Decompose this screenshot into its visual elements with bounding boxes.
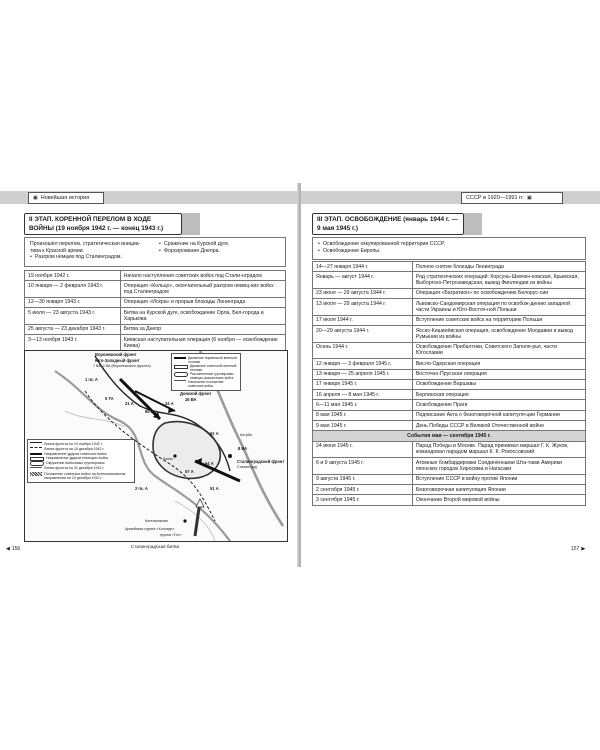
running-head-text: Новейшая история xyxy=(40,195,90,201)
event-description: Висло-Одерская операция xyxy=(412,359,585,369)
map-label: 1 гв. А xyxy=(85,377,98,382)
event-description: Полное снятие блокады Ленинграда xyxy=(412,262,585,272)
chronology-table xyxy=(24,270,286,352)
table-row xyxy=(25,297,286,307)
event-description: Начало наступления советских войск под Стали-нградом xyxy=(120,271,285,281)
legend-text: Линия фронта на 18 декабря 1942 г. xyxy=(44,446,105,451)
legend-swatch xyxy=(30,453,42,455)
event-date: 3 сентября 1945 г. xyxy=(313,495,413,505)
event-description: Подписание Акта о безоговорочной капитуля-ции Германии xyxy=(412,410,585,420)
event-description: Атомные бомбардировки Соединёнными Шта-тами Америки японских городов Хиросима и Нагасаки xyxy=(412,458,585,475)
event-date: Осень 1944 г. xyxy=(313,342,413,359)
page-number-text: 157 xyxy=(571,546,580,552)
table-row xyxy=(313,272,586,289)
chronology-table xyxy=(312,261,586,506)
event-description: Ясско-Кишинёвская операция, освобождение Молдавии и вывод Румынии из войны xyxy=(412,326,585,343)
table-row xyxy=(313,342,586,359)
event-date: 24 июня 1945 г. xyxy=(313,441,413,458)
summary-bullet: • Разгром немцев под Сталинградом. xyxy=(30,254,151,261)
table-row xyxy=(25,281,286,298)
event-date: 16 апреля — 8 мая 1945 г. xyxy=(313,390,413,400)
summary-bullet: • Форсирование Днепра. xyxy=(159,248,280,255)
map-label: 62 А xyxy=(210,431,219,436)
legend-swatch xyxy=(174,372,188,377)
event-date: 14—27 января 1944 г. xyxy=(313,262,413,272)
left-page xyxy=(0,183,299,567)
stage-tab xyxy=(464,213,482,235)
legend-text: Расчлененные группировки немецко-фашистских войск xyxy=(190,371,234,380)
table-row xyxy=(313,441,586,458)
legend-text: Направление ударов немецких войск xyxy=(46,456,109,461)
map-label: Донской фронт xyxy=(180,391,212,396)
table-row xyxy=(313,326,586,343)
table-row xyxy=(313,458,586,475)
table-row xyxy=(313,400,586,410)
event-date: Январь — август 1944 г. xyxy=(313,272,413,289)
table-row xyxy=(313,410,586,420)
map-label: 2 гв. А xyxy=(135,486,148,491)
page-number xyxy=(571,546,585,552)
event-description: Львовско-Сандомирская операция по освобож-дению западной части Украины и Юго-Восточ-ной Польши xyxy=(412,299,585,316)
event-description: Восточно-Прусская операция xyxy=(412,369,585,379)
map-caption: Сталинградская битва xyxy=(130,544,180,549)
map-label: 65 А xyxy=(145,409,154,414)
legend-swatch xyxy=(30,472,42,476)
event-date: 6—11 мая 1945 г. xyxy=(313,400,413,410)
legend-swatch xyxy=(174,365,188,369)
stage-tab xyxy=(182,213,200,235)
event-description: Битва за Днепр xyxy=(120,324,285,334)
event-date: 23 июня — 29 августа 1944 г. xyxy=(313,288,413,298)
stage-title: II ЭТАП. КОРЕННОЙ ПЕРЕЛОМ В ХОДЕ ВОЙНЫ (19 ноября 1942 г. — конец 1943 г.) xyxy=(24,213,182,235)
table-row xyxy=(313,495,586,505)
event-description: Вступление СССР в войну против Японии xyxy=(412,474,585,484)
event-description: День Победы СССР в Великой Отечественной войне xyxy=(412,421,585,431)
event-date: 19 ноября 1942 г. xyxy=(25,271,121,281)
map-label: Сталинградский фронт xyxy=(237,459,285,464)
city-marker-kotelnikovo xyxy=(183,519,186,522)
event-date: 10 января — 2 февраля 1943 г. xyxy=(25,281,121,298)
map-label: 57 А xyxy=(185,469,194,474)
map-label: Калач xyxy=(163,457,173,461)
legend-item xyxy=(30,472,132,481)
map-label: группа «Гот» xyxy=(160,533,182,537)
table-row xyxy=(25,271,286,281)
top-bar xyxy=(0,191,299,204)
table-row xyxy=(313,369,586,379)
map-label: Котельниково xyxy=(145,519,168,523)
event-description: Освобождение Варшавы xyxy=(412,379,585,389)
event-description: Освобождение Прибалтики, Советского Заполя-рья, части Югославии xyxy=(412,342,585,359)
legend-swatch xyxy=(174,380,186,385)
map-legend xyxy=(27,439,135,483)
triangle-right-icon: ▶ xyxy=(581,546,586,552)
legend-text: Движение германской военной техники xyxy=(188,355,237,364)
legend-text: Движение советской военной техники xyxy=(190,363,237,372)
table-row xyxy=(313,315,586,325)
bookmark-icon: ▣ xyxy=(33,195,38,201)
map-label: 64 А xyxy=(205,461,214,466)
table-row xyxy=(313,299,586,316)
event-date: 17 января 1945 г. xyxy=(313,379,413,389)
event-date: 13 июля — 29 августа 1944 г. xyxy=(313,299,413,316)
table-row xyxy=(25,335,286,352)
event-description: Берлинская операция xyxy=(412,390,585,400)
table-row xyxy=(313,485,586,495)
page-number xyxy=(6,546,20,552)
map-label: 5 ТА xyxy=(105,396,114,401)
legend-swatch xyxy=(30,447,42,452)
stage-summary xyxy=(24,237,286,267)
summary-text: Произошёл перелом, стратегическая инициа-тива к Красной армии. xyxy=(30,241,141,254)
event-date: 12—30 января 1943 г. xyxy=(25,297,121,307)
event-description: Освобождение Праги xyxy=(412,400,585,410)
legend-text: Положение советских войск на Котельниковском направлении на 24 декабря 1942 г. xyxy=(44,471,126,481)
event-date: 5 июля — 23 августа 1943 г. xyxy=(25,308,121,325)
legend-text: Линия фронта на 19 ноября 1942 г. xyxy=(44,441,103,446)
top-bar xyxy=(301,191,600,204)
event-description: Операция «Искра» и прорыв блокады Ленинграда xyxy=(120,297,285,307)
map-label: Ахтуба xyxy=(240,433,252,437)
table-row xyxy=(313,474,586,484)
event-description: Окончание Второй мировой войны xyxy=(412,495,585,505)
event-date: 9 мая 1945 г. xyxy=(313,421,413,431)
event-date: 12 января — 3 февраля 1945 г. xyxy=(313,359,413,369)
legend-text: Направление ударов советских войск xyxy=(44,451,107,456)
event-date: 20—29 августа 1944 г. xyxy=(313,326,413,343)
running-head xyxy=(461,192,563,204)
legend-text: Окружение войсковых группировок xyxy=(46,461,105,466)
legend-item xyxy=(174,372,238,380)
table-section-row xyxy=(313,431,586,441)
event-description: Ряд стратегических операций: Корсунь-Шевчен-ковская, Крымская, Выборгско-Петрозаводская, вывод Финляндии из войны xyxy=(412,272,585,289)
map-label: Воронежский фронт xyxy=(95,352,137,357)
event-date: 25 августа — 23 декабря 1943 г. xyxy=(25,324,121,334)
event-date: 3—13 ноября 1943 г. xyxy=(25,335,121,352)
legend-swatch xyxy=(174,357,186,359)
table-row xyxy=(313,390,586,400)
map-label: 16 ВА xyxy=(185,397,197,402)
event-description: Операция «Кольцо», окончательный разгром немец-ких войск под Сталинградом xyxy=(120,281,285,298)
table-row xyxy=(313,262,586,272)
table-row xyxy=(313,288,586,298)
event-date: 13 января — 25 апреля 1945 г. xyxy=(313,369,413,379)
summary-bullet: • Сражение на Курской дуге. xyxy=(159,241,280,248)
city-marker-stalingrad xyxy=(228,454,232,458)
event-date: 8 мая 1945 г. xyxy=(313,410,413,420)
map-label: 24 А xyxy=(165,401,174,406)
event-description: Битва на Курской дуге, освобождение Орла, Бел-города и Харькова xyxy=(120,308,285,325)
soviet-strike-arrow xyxy=(120,379,160,419)
event-date: 2 сентября 1945 г. xyxy=(313,485,413,495)
legend-text: Линия фронта на 31 декабря 1942 г. xyxy=(44,466,105,471)
triangle-left-icon: ◀ xyxy=(6,546,10,552)
legend-item xyxy=(174,356,238,364)
event-description: Безоговорочная капитуляция Японии xyxy=(412,485,585,495)
section-heading: События мая — сентября 1945 г. xyxy=(313,431,586,441)
summary-bullet: • Освобождение оккупированной территории СССР. xyxy=(318,241,580,248)
map-label: Армейская группа «Холлидт» xyxy=(125,527,175,531)
map-label: Юго-Западный фронт xyxy=(95,358,140,363)
bookmark-icon: ▣ xyxy=(526,195,532,201)
table-row xyxy=(313,421,586,431)
running-head xyxy=(28,192,104,204)
event-date: 17 июля 1944 г. xyxy=(313,315,413,325)
legend-item xyxy=(174,364,238,372)
map-label: 8 ВА xyxy=(238,446,248,451)
event-date: 6 и 9 августа 1945 г. xyxy=(313,458,413,475)
event-date: 9 августа 1945 г. xyxy=(313,474,413,484)
city-marker-kalach xyxy=(173,454,176,457)
event-description: Киевская наступательная операция (6 ноября — освобождение Киева) xyxy=(120,335,285,352)
book-spread xyxy=(0,183,600,567)
table-row xyxy=(313,359,586,369)
map-label: 21 А xyxy=(125,401,134,406)
legend-item xyxy=(174,380,238,388)
table-row xyxy=(25,308,286,325)
map-legend-secondary xyxy=(171,353,241,391)
running-head-text: СССР в 1920—1991 гг. xyxy=(466,195,524,201)
map-label: 51 А xyxy=(210,486,219,491)
event-description: Парад Победы в Москве. Парад принимал маршал Г. К. Жуков, командовал парадом маршал К. К. Рокоссовский xyxy=(412,441,585,458)
page-number-text: 156 xyxy=(11,546,21,552)
stalingrad-map xyxy=(24,350,288,542)
table-row xyxy=(25,324,286,334)
event-description: Операция «Багратион» по освобождению Белорус-сии xyxy=(412,288,585,298)
stage-summary xyxy=(312,237,586,260)
map-label: 7 ВА, 2 ВА (Воронежского фронта) xyxy=(93,364,151,368)
event-description: Вступление советских войск на территорию Польши xyxy=(412,315,585,325)
summary-bullet: • Освобождение Европы. xyxy=(318,248,580,255)
right-page xyxy=(301,183,600,567)
arrow-head xyxy=(196,499,204,507)
legend-text: Начальное положение советских войск xyxy=(188,380,224,389)
map-label: Сталинград xyxy=(237,465,257,469)
stage-title: III ЭТАП. ОСВОБОЖДЕНИЕ (январь 1944 г. — 9 мая 1945 г.) xyxy=(312,213,464,235)
table-row xyxy=(313,379,586,389)
